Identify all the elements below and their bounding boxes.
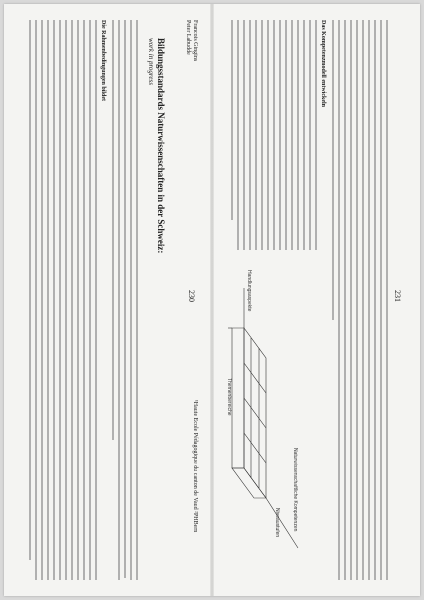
text-line [362, 20, 364, 580]
cube-front-face [232, 328, 244, 468]
right-page [212, 4, 420, 596]
page-number: 231 [393, 290, 402, 302]
text-line [315, 20, 317, 250]
article-title: Bildungsstandards Naturwissenschaften in der Schweiz: [156, 38, 166, 254]
page-number: 230 [187, 290, 196, 302]
text-line [112, 20, 114, 440]
text-line [118, 20, 120, 580]
text-line [65, 20, 67, 580]
grid-line [244, 433, 266, 463]
text-line [273, 20, 275, 250]
text-line [291, 20, 293, 250]
grid-line [244, 398, 266, 428]
figure-label-top: Naturwissenschaftliche Kompetenzen [292, 448, 298, 532]
text-line [124, 20, 126, 578]
text-line [130, 20, 132, 580]
figure-axis-right: Niveaustufen [274, 508, 280, 538]
article-subtitle: work in progress [147, 38, 155, 85]
text-line [231, 20, 233, 220]
text-line [338, 20, 340, 580]
book-spread [4, 4, 420, 596]
text-line [350, 20, 352, 580]
text-line [29, 20, 31, 560]
figure-axis-left: Handlungsaspekte [246, 270, 252, 312]
text-line [267, 20, 269, 250]
text-line [237, 20, 239, 250]
text-line [53, 20, 55, 580]
text-line [243, 20, 245, 250]
text-line [279, 20, 281, 250]
text-line [261, 20, 263, 250]
text-line [89, 20, 91, 580]
text-line [356, 20, 358, 580]
section-heading: Das Kompetenzmodell entwickeln [320, 20, 326, 107]
figure-axis-bottom: Themenbereiche [226, 378, 232, 416]
text-line [136, 20, 138, 580]
left-page [4, 4, 212, 596]
competence-model-diagram [228, 268, 306, 578]
competence-model-figure [228, 268, 306, 578]
text-line [71, 20, 73, 580]
text-line [255, 20, 257, 250]
text-line [285, 20, 287, 250]
text-line [83, 20, 85, 580]
text-line [374, 20, 376, 580]
text-line [344, 20, 346, 580]
text-line [59, 20, 61, 580]
author-2: Peter Labudde [185, 20, 191, 55]
text-line [309, 20, 311, 250]
text-line [41, 20, 43, 580]
affiliations: ¹Haute Ecole Pédagogique du canton de Vaud ²PHBern [192, 400, 198, 533]
author-1: Francois Gingins [192, 20, 198, 62]
text-line [380, 20, 382, 580]
grid-line [244, 363, 266, 393]
text-line [368, 20, 370, 580]
text-line [95, 20, 97, 580]
text-line [35, 20, 37, 580]
section-heading: Die Rahmenbedingungen bildet [100, 20, 106, 102]
text-line [77, 20, 79, 580]
text-line [386, 20, 388, 580]
cube-side-face [232, 468, 266, 498]
left-page-content [20, 20, 200, 580]
text-line [249, 20, 251, 250]
text-line [47, 20, 49, 580]
text-line [332, 20, 334, 320]
text-line [297, 20, 299, 250]
right-page-content [226, 20, 406, 580]
text-line [303, 20, 305, 250]
